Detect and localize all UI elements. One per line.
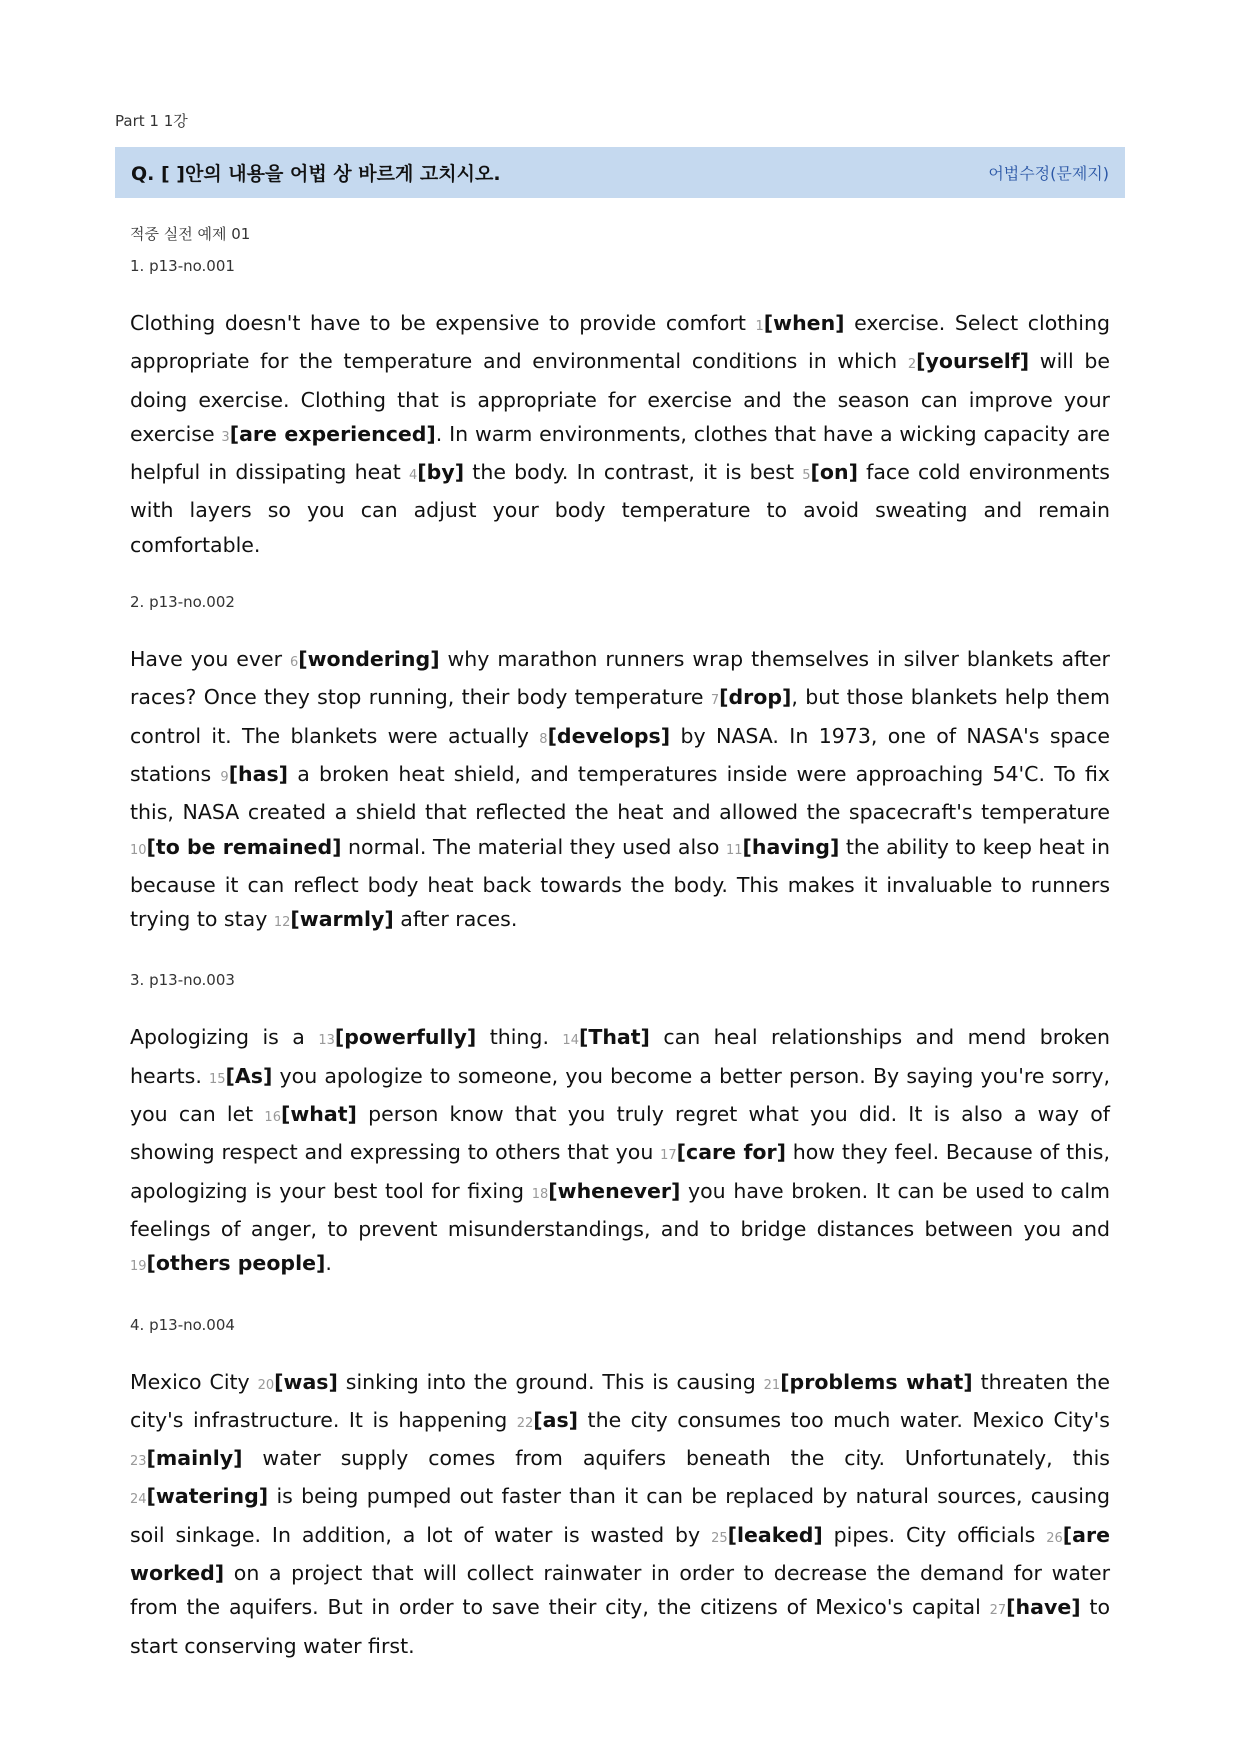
blank-number: 2 bbox=[907, 357, 917, 373]
item-heading: 2. p13-no.002 bbox=[130, 593, 235, 612]
passage-text: , but those blankets help them control it. The blankets were actually bbox=[130, 685, 1110, 748]
blank-number: 6 bbox=[289, 655, 299, 671]
set-title: 적중 실전 예제 01 bbox=[130, 225, 251, 243]
passage-text: Apologizing is a bbox=[130, 1025, 319, 1050]
grammar-blank: [warmly] bbox=[290, 907, 394, 932]
question-bar bbox=[115, 147, 1125, 198]
passage-text: you apologize to someone, you become a better person. By saying you're sorry, you can let bbox=[130, 1063, 1110, 1127]
grammar-blank: [are worked] bbox=[130, 1522, 1110, 1586]
passage-text: how they feel. Because of this, apologizing is your best tool for fixing bbox=[130, 1140, 1110, 1203]
passage-text: face cold environments with layers so you can adjust your body temperature to avoid sweating and remain comfortable. bbox=[130, 460, 1110, 557]
grammar-blank: [have] bbox=[1006, 1595, 1081, 1620]
blank-number: 1 bbox=[755, 319, 764, 334]
grammar-blank: [mainly] bbox=[146, 1446, 243, 1471]
passage-text: after races. bbox=[393, 907, 518, 932]
blank-number: 5 bbox=[802, 468, 811, 484]
passage-text: the body. In contrast, it is best bbox=[464, 460, 803, 485]
passage bbox=[130, 642, 1110, 940]
blank-number: 18 bbox=[531, 1186, 549, 1202]
blank-number: 16 bbox=[264, 1110, 281, 1126]
question-text: Q. [ ]안의 내용을 어법 상 바르게 고치시오. bbox=[131, 163, 501, 185]
grammar-blank: [whenever] bbox=[548, 1178, 681, 1203]
blank-number: 24 bbox=[130, 1492, 147, 1508]
passage-text: why marathon runners wrap themselves in silver blankets after races? Once they stop running, their body temperature bbox=[130, 647, 1110, 710]
blank-number: 3 bbox=[221, 429, 230, 445]
blank-number: 7 bbox=[710, 693, 720, 709]
blank-number: 15 bbox=[209, 1071, 226, 1087]
grammar-blank: [care for] bbox=[676, 1140, 786, 1165]
blank-number: 12 bbox=[273, 915, 291, 931]
passage-text: can heal relationships and mend broken hearts. bbox=[130, 1025, 1110, 1088]
passage-text: normal. The material they used also bbox=[341, 834, 726, 859]
passage-text: pipes. City officials bbox=[822, 1522, 1047, 1547]
grammar-blank: [what] bbox=[280, 1102, 357, 1127]
passage-text: Clothing doesn't have to be expensive to provide comfort bbox=[130, 311, 756, 335]
blank-number: 13 bbox=[318, 1033, 335, 1049]
grammar-blank: [powerfully] bbox=[334, 1025, 477, 1050]
grammar-blank: [on] bbox=[810, 460, 858, 485]
passage-text: water supply comes from aquifers beneath the city. Unfortunately, this bbox=[242, 1446, 1110, 1471]
grammar-blank: [are experienced] bbox=[229, 421, 436, 446]
passage-text: is being pumped out faster than it can be replaced by natural sources, causing soil sinkage. In addition, a lot of water is wasted by bbox=[130, 1484, 1110, 1547]
blank-number: 25 bbox=[711, 1530, 728, 1546]
grammar-blank: [by] bbox=[417, 460, 465, 485]
passage-text: a broken heat shield, and temperatures inside were approaching 54'C. To fix this, NASA created a shield that reflected the heat and allowed the spacecraft's temperature bbox=[130, 761, 1110, 825]
passage-text: will be doing exercise. Clothing that is appropriate for exercise and the season can improve your exercise bbox=[130, 349, 1111, 446]
blank-number: 4 bbox=[409, 468, 418, 484]
grammar-blank: [That] bbox=[578, 1025, 650, 1050]
question-tag: 어법수정(문제지) bbox=[988, 164, 1109, 183]
blank-number: 9 bbox=[220, 769, 229, 785]
page-label: Part 1 1강 bbox=[115, 112, 188, 130]
grammar-blank: [yourself] bbox=[916, 349, 1030, 374]
blank-number: 17 bbox=[660, 1148, 677, 1164]
blank-number: 26 bbox=[1046, 1530, 1063, 1546]
blank-number: 22 bbox=[516, 1415, 534, 1431]
passage-text: . In warm environments, clothes that have a wicking capacity are helpful in dissipating heat bbox=[130, 421, 1110, 485]
passage bbox=[130, 1020, 1110, 1284]
blank-number: 14 bbox=[562, 1033, 579, 1049]
passage-text: Have you ever bbox=[130, 647, 290, 672]
passage-text: Mexico City bbox=[130, 1369, 258, 1394]
grammar-blank: [to be remained] bbox=[146, 834, 342, 859]
item-2 bbox=[130, 592, 1110, 940]
item-heading: 3. p13-no.003 bbox=[130, 971, 235, 990]
passage-text: by NASA. In 1973, one of NASA's space stations bbox=[130, 723, 1110, 786]
passage-text: thing. bbox=[476, 1025, 563, 1050]
passage-text: person know that you truly regret what you did. It is also a way of showing respect and expressing to others that you bbox=[130, 1102, 1110, 1165]
grammar-blank: [was] bbox=[274, 1369, 338, 1394]
grammar-blank: [has] bbox=[228, 761, 289, 786]
grammar-blank: [when] bbox=[763, 311, 845, 335]
grammar-blank: [develops] bbox=[547, 723, 671, 748]
item-1 bbox=[130, 256, 1110, 562]
passage-text: the ability to keep heat in because it can reflect body heat back towards the body. This makes it invaluable to runners trying to stay bbox=[130, 834, 1110, 932]
grammar-blank: [watering] bbox=[146, 1484, 269, 1509]
blank-number: 21 bbox=[763, 1377, 781, 1393]
item-3 bbox=[130, 970, 1110, 1284]
blank-number: 11 bbox=[725, 842, 743, 858]
item-4 bbox=[130, 1315, 1110, 1663]
blank-number: 19 bbox=[130, 1259, 147, 1275]
grammar-blank: [having] bbox=[742, 834, 840, 859]
grammar-blank: [problems what] bbox=[780, 1369, 973, 1394]
blank-number: 20 bbox=[257, 1377, 275, 1393]
passage bbox=[130, 306, 1110, 562]
passage-text: sinking into the ground. This is causing bbox=[337, 1369, 764, 1394]
passage-text: threaten the city's infrastructure. It is happening bbox=[130, 1369, 1110, 1432]
passage-text: exercise. Select clothing appropriate for the temperature and environmental conditions in which bbox=[130, 311, 1110, 374]
passage bbox=[130, 1365, 1110, 1663]
grammar-blank: [as] bbox=[533, 1407, 579, 1432]
passage-text: to start conserving water first. bbox=[130, 1595, 1110, 1658]
grammar-blank: [others people] bbox=[146, 1251, 326, 1276]
content-area bbox=[130, 224, 1110, 1693]
passage-text: . bbox=[325, 1251, 332, 1276]
item-heading: 4. p13-no.004 bbox=[130, 1315, 235, 1334]
blank-number: 8 bbox=[539, 731, 548, 747]
item-heading: 1. p13-no.001 bbox=[130, 257, 235, 275]
grammar-blank: [drop] bbox=[719, 685, 792, 710]
passage-text: you have broken. It can be used to calm feelings of anger, to prevent misunderstandings, and to bridge distances between you and bbox=[130, 1178, 1110, 1241]
blank-number: 27 bbox=[989, 1603, 1007, 1619]
passage-text: on a project that will collect rainwater in order to decrease the demand for water from the aquifers. But in order to save their city, the citizens of Mexico's capital bbox=[130, 1561, 1110, 1620]
blank-number: 23 bbox=[130, 1454, 147, 1470]
passage-text: the city consumes too much water. Mexico City's bbox=[578, 1407, 1110, 1432]
blank-number: 10 bbox=[130, 842, 147, 858]
grammar-blank: [As] bbox=[225, 1063, 273, 1088]
grammar-blank: [wondering] bbox=[298, 647, 440, 672]
grammar-blank: [leaked] bbox=[727, 1522, 823, 1547]
